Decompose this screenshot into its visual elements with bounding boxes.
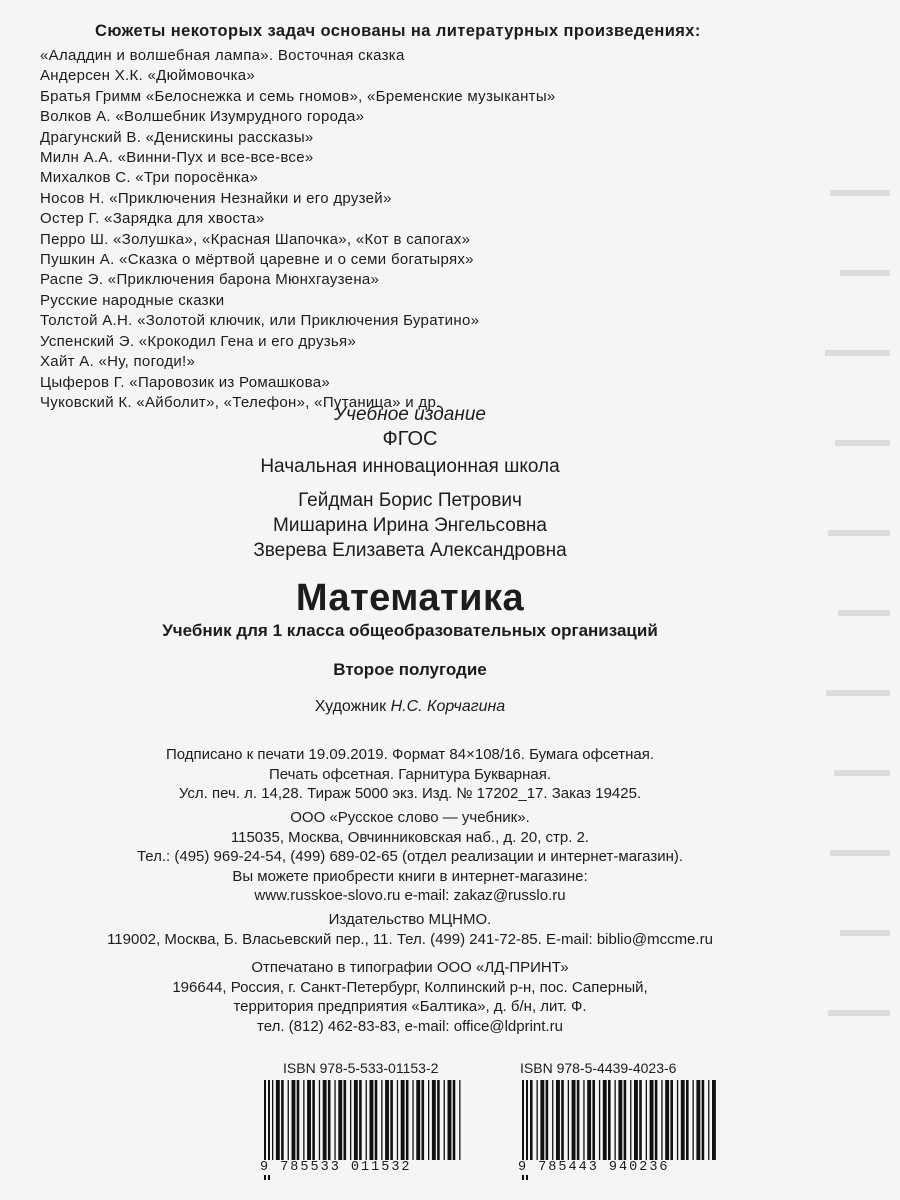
barcode-bar bbox=[618, 1080, 622, 1160]
standard-label: ФГОС bbox=[382, 428, 438, 450]
barcode-bar bbox=[370, 1080, 374, 1160]
barcode-bar bbox=[366, 1080, 367, 1160]
barcode-bar bbox=[546, 1080, 549, 1160]
copublisher-line: Издательство МЦНМО. bbox=[328, 911, 492, 928]
copublisher-info bbox=[0, 910, 860, 949]
barcode-bar bbox=[307, 1080, 311, 1160]
barcode-bar bbox=[397, 1080, 398, 1160]
barcode-bar bbox=[702, 1080, 705, 1160]
barcode-bar bbox=[401, 1080, 405, 1160]
barcode-bar bbox=[437, 1080, 440, 1160]
barcode-bar bbox=[459, 1080, 460, 1160]
literature-heading: Сюжеты некоторых задач основаны на литературных произведениях: bbox=[95, 22, 701, 40]
barcode-bar bbox=[608, 1080, 611, 1160]
printer-line: тел. (812) 462-83-83, e-mail: office@ldprint.ru bbox=[257, 1017, 563, 1035]
literature-item: Драгунский В. «Денискины рассказы» bbox=[40, 128, 314, 146]
printer-line: Отпечатано в типографии ООО «ЛД-ПРИНТ» bbox=[251, 959, 569, 976]
barcode-bar bbox=[530, 1080, 533, 1160]
literature-item: Михалков С. «Три поросёнка» bbox=[40, 169, 259, 187]
literature-item: Волков А. «Волшебник Изумрудного города» bbox=[40, 108, 365, 126]
printer-line: 196644, Россия, г. Санкт-Петербург, Колпинский р-н, пос. Саперный, bbox=[172, 978, 648, 996]
author-name: Зверева Елизавета Александровна bbox=[253, 540, 567, 561]
barcode-bar bbox=[323, 1080, 327, 1160]
print-info-line: Усл. печ. л. 14,28. Тираж 5000 экз. Изд. № 17202_17. Заказ 19425. bbox=[178, 785, 642, 802]
barcode-bar bbox=[453, 1080, 456, 1160]
barcode-bar bbox=[603, 1080, 607, 1160]
barcode-bar bbox=[390, 1080, 393, 1160]
barcode-1-digits: 9 785533 011532 bbox=[260, 1160, 412, 1175]
literature-list bbox=[40, 46, 556, 413]
barcode-bar bbox=[297, 1080, 300, 1160]
barcode-bar bbox=[661, 1080, 662, 1160]
barcode-bar bbox=[630, 1080, 631, 1160]
artist-name: Н.С. Корчагина bbox=[390, 698, 506, 715]
barcode-bar bbox=[334, 1080, 335, 1160]
barcode-bar bbox=[540, 1080, 544, 1160]
barcode-bar bbox=[634, 1080, 638, 1160]
publisher-info bbox=[0, 808, 860, 906]
barcode-bar bbox=[587, 1080, 591, 1160]
barcode-bar bbox=[444, 1080, 445, 1160]
barcode-bar bbox=[655, 1080, 658, 1160]
literature-item: Хайт А. «Ну, погоди!» bbox=[40, 353, 196, 371]
publisher-line: www.russkoe-slovo.ru e-mail: zakaz@russlo.ru bbox=[254, 887, 566, 904]
literature-item: Перро Ш. «Золушка», «Красная Шапочка», «Кот в сапогах» bbox=[40, 230, 471, 248]
barcode-bar bbox=[328, 1080, 331, 1160]
barcode-bar bbox=[354, 1080, 358, 1160]
literature-item: Русские народные сказки bbox=[40, 291, 225, 309]
barcode-bar bbox=[416, 1080, 420, 1160]
show-through-marks bbox=[820, 150, 900, 1130]
literature-item: Цыферов Г. «Паровозик из Ромашкова» bbox=[40, 373, 330, 391]
artist-label: Художник bbox=[314, 698, 387, 715]
literature-item: Милн А.А. «Винни-Пух и все-все-все» bbox=[40, 149, 314, 167]
barcode-bar bbox=[670, 1080, 673, 1160]
barcode-bar bbox=[448, 1080, 452, 1160]
literature-item: Пушкин А. «Сказка о мёртвой царевне и о семи богатырях» bbox=[40, 251, 474, 269]
book-title: Математика bbox=[295, 577, 525, 619]
barcode-bar bbox=[276, 1080, 280, 1160]
barcode-bar bbox=[552, 1080, 553, 1160]
barcode-bar bbox=[359, 1080, 362, 1160]
isbn-1: ISBN 978-5-533-01153-2 bbox=[283, 1060, 439, 1076]
semester-label: Второе полугодие bbox=[333, 660, 487, 679]
print-info-line: Печать офсетная. Гарнитура Букварная. bbox=[268, 765, 552, 783]
artist-credit bbox=[0, 698, 860, 716]
barcode-bar bbox=[599, 1080, 600, 1160]
edition-label: Учебное издание bbox=[334, 404, 486, 425]
barcode-bar bbox=[428, 1080, 429, 1160]
printer-line: территория предприятия «Балтика», д. б/н, лит. Ф. bbox=[233, 998, 587, 1015]
literature-item: Распе Э. «Приключения барона Мюнхгаузена» bbox=[40, 271, 380, 289]
barcode-bar bbox=[615, 1080, 616, 1160]
barcode-bar bbox=[537, 1080, 538, 1160]
barcode-bar bbox=[592, 1080, 595, 1160]
publisher-line: ООО «Русское слово — учебник». bbox=[290, 809, 530, 826]
barcode-bar bbox=[375, 1080, 378, 1160]
barcode-bar bbox=[319, 1080, 320, 1160]
barcode-bar bbox=[344, 1080, 347, 1160]
barcode-bar bbox=[350, 1080, 351, 1160]
printer-info bbox=[0, 958, 860, 1036]
copublisher-line: 119002, Москва, Б. Власьевский пер., 11. Тел. (499) 241-72-85. E-mail: biblio@mccme.ru bbox=[107, 930, 713, 948]
barcode-bar bbox=[686, 1080, 689, 1160]
barcode-bar bbox=[556, 1080, 560, 1160]
barcode-bar bbox=[422, 1080, 425, 1160]
barcode-bar bbox=[624, 1080, 627, 1160]
isbn-2: ISBN 978-5-4439-4023-6 bbox=[520, 1060, 677, 1076]
barcode-bar bbox=[568, 1080, 569, 1160]
barcode-bar bbox=[312, 1080, 315, 1160]
barcode-bar bbox=[577, 1080, 580, 1160]
barcode-bar bbox=[412, 1080, 413, 1160]
barcode-bar bbox=[681, 1080, 685, 1160]
book-subtitle: Учебник для 1 класса общеобразовательных организаций bbox=[162, 621, 658, 640]
barcode-bar bbox=[281, 1080, 284, 1160]
literature-item: Андерсен Х.К. «Дюймовочка» bbox=[40, 67, 256, 85]
barcode-bar bbox=[338, 1080, 342, 1160]
barcode-bar bbox=[272, 1080, 273, 1160]
author-name: Мишарина Ирина Энгельсовна bbox=[273, 515, 547, 536]
barcode-bar bbox=[708, 1080, 709, 1160]
publisher-line: Вы можете приобрести книги в интернет-магазине: bbox=[232, 867, 588, 885]
literature-item: «Аладдин и волшебная лампа». Восточная сказка bbox=[40, 47, 405, 64]
literature-item: Братья Гримм «Белоснежка и семь гномов», «Бременские музыканты» bbox=[40, 87, 556, 105]
barcode-bar bbox=[432, 1080, 436, 1160]
print-info-line: Подписано к печати 19.09.2019. Формат 84×108/16. Бумага офсетная. bbox=[165, 746, 655, 763]
literature-item: Толстой А.Н. «Золотой ключик, или Приключения Буратино» bbox=[40, 312, 480, 330]
barcode-bar bbox=[639, 1080, 642, 1160]
barcode-bar bbox=[665, 1080, 669, 1160]
barcode-bar bbox=[381, 1080, 382, 1160]
barcode-bar bbox=[292, 1080, 296, 1160]
literature-item: Успенский Э. «Крокодил Гена и его друзья» bbox=[40, 332, 357, 350]
literature-item: Носов Н. «Приключения Незнайки и его друзей» bbox=[40, 189, 392, 207]
barcode-bar bbox=[650, 1080, 654, 1160]
publisher-line: Тел.: (495) 969-24-54, (499) 689-02-65 (отдел реализации и интернет-магазин). bbox=[136, 848, 684, 865]
author-name: Гейдман Борис Петрович bbox=[298, 490, 522, 511]
print-info bbox=[0, 745, 860, 804]
barcode-bar bbox=[406, 1080, 409, 1160]
barcode-2-digits: 9 785443 940236 bbox=[518, 1160, 670, 1175]
barcode-bar bbox=[646, 1080, 647, 1160]
barcode-bar bbox=[677, 1080, 678, 1160]
literature-item: Чуковский К. «Айболит», «Телефон», «Путаница» и др. bbox=[40, 393, 441, 411]
publisher-line: 115035, Москва, Овчинниковская наб., д. 20, стр. 2. bbox=[230, 828, 590, 846]
barcode-bar bbox=[385, 1080, 389, 1160]
literature-item: Остер Г. «Зарядка для хвоста» bbox=[40, 210, 265, 228]
barcode-bar bbox=[696, 1080, 700, 1160]
barcode-bar bbox=[561, 1080, 564, 1160]
barcode-bar bbox=[303, 1080, 304, 1160]
barcode-bar bbox=[572, 1080, 576, 1160]
barcode-bar bbox=[693, 1080, 694, 1160]
barcode-bar bbox=[712, 1080, 716, 1160]
series-name: Начальная инновационная школа bbox=[260, 456, 560, 477]
barcode-bar bbox=[288, 1080, 289, 1160]
barcode-bar bbox=[583, 1080, 584, 1160]
